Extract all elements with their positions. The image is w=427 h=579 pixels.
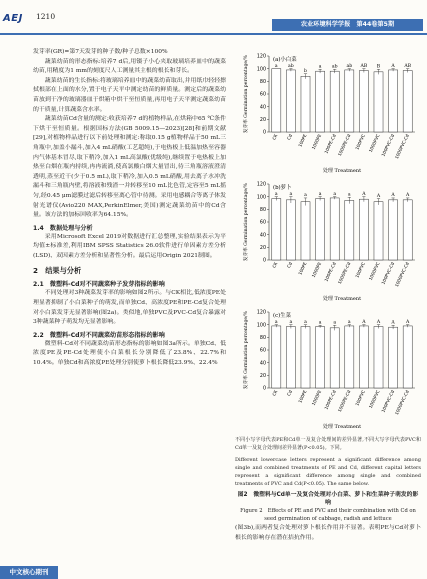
chart-significance-label: A xyxy=(391,63,395,69)
chart-significance-label: a xyxy=(274,191,278,197)
chart-category-label: 100PVC-Cd xyxy=(381,133,397,158)
chart-ytick-label: 80 xyxy=(259,207,266,213)
chart-ytick-label: 40 xyxy=(259,233,266,239)
chart-significance-label: a xyxy=(318,64,322,70)
chart-significance-label: A xyxy=(391,320,395,326)
chart-bar xyxy=(272,69,281,132)
chart-ytick-label: 0 xyxy=(262,130,266,136)
chart-bar xyxy=(403,326,412,388)
chart-bar xyxy=(301,327,310,388)
chart-significance-label: a xyxy=(274,63,278,69)
chart-ytick-label: 20 xyxy=(259,117,266,123)
chart-bar xyxy=(316,327,325,388)
chart-significance-label: a xyxy=(304,193,307,199)
journal-title-bar: 农业环境科学学报 第44卷第5期 xyxy=(272,19,423,31)
chart-category-label: 1000PVC-Cd xyxy=(394,261,411,289)
chart-category-label: CK xyxy=(272,133,280,142)
chart-category-label: 1000PE-Cd xyxy=(337,133,353,158)
right-column xyxy=(235,48,421,523)
chart-category-label: 1000PVC xyxy=(368,389,382,410)
chart-panel-label: (b)萝卜 xyxy=(273,185,292,191)
chart-category-label: Cd xyxy=(286,261,294,270)
chart-bar xyxy=(301,76,310,132)
page-number: 1210 xyxy=(36,12,56,21)
chart-panel-a xyxy=(235,48,421,176)
chart-significance-label: a xyxy=(289,319,293,325)
chart-ytick-label: 100 xyxy=(256,67,266,73)
chart-ytick-label: 60 xyxy=(259,220,266,226)
chart-significance-label: a xyxy=(318,320,322,326)
chart-bar xyxy=(374,202,383,260)
chart-bar xyxy=(272,199,281,260)
chart-category-label: 1000PE-Cd xyxy=(337,389,353,414)
chart-significance-label: a xyxy=(333,320,337,326)
chart-bar xyxy=(389,200,398,260)
chart-category-label: 1000PVC xyxy=(368,133,382,154)
chart-category-label: Cd xyxy=(286,133,294,142)
chart-significance-label: a xyxy=(333,191,337,197)
chart-significance-label: ab xyxy=(331,64,338,70)
chart-ytick-label: 60 xyxy=(259,92,266,98)
chart-ytick-label: 60 xyxy=(259,348,266,354)
chart-category-label: 1000PVC-Cd xyxy=(394,389,411,417)
chart-category-label: 1000PE xyxy=(311,389,324,407)
footer-label: 中文核心期刊 xyxy=(0,566,58,579)
chart-significance-label: A xyxy=(376,319,381,325)
section-heading-2: 2 结果与分析 xyxy=(33,266,82,276)
chart-significance-label: A xyxy=(406,193,410,199)
chart-bar xyxy=(403,200,412,260)
chart-significance-label: a xyxy=(318,191,322,197)
chart-ytick-label: 120 xyxy=(256,182,266,188)
chart-bar xyxy=(316,71,325,132)
paragraph-data-analysis: 采用Microsoft Excel 2019对数据进行汇总整理,实验结果表示为平均值±标准差,利用IBM SPSS Statistics 26.0软件进行单因素方差分析(LSD)、双因素方差分析和显著性分析。最后运用Origin 2021制图。 xyxy=(33,233,226,259)
header-rule xyxy=(0,33,427,35)
chart-significance-label: ab xyxy=(288,63,294,69)
chart-bar xyxy=(359,71,368,132)
chart-xlabel: 处理 Treatment xyxy=(322,296,362,302)
chart-bar xyxy=(359,199,368,260)
paragraph-morphology: 蔬菜幼苗的形态指标:培养7 d后,用镊子小心夹取玻璃培养皿中的蔬菜幼苗,用精度为1 mm的刻度尺人工测量其主根的根长和芽长。 xyxy=(33,58,226,75)
chart-category-label: CK xyxy=(272,261,280,270)
chart-category-label: 100PE-Cd xyxy=(324,261,338,283)
chart-significance-label: B xyxy=(376,64,381,70)
chart-category-label: 1000PVC-Cd xyxy=(394,133,411,161)
chart-ytick-label: 40 xyxy=(259,105,266,111)
chart-significance-label: ab xyxy=(346,63,353,69)
chart-category-label: 1000PE xyxy=(311,133,324,151)
chart-significance-label: AB xyxy=(404,63,412,69)
chart-panel-c xyxy=(235,304,421,432)
right-bottom-paragraph: (图3b),而两者复合处理对萝卜根长作用并不显著。表明PE与Cd对萝卜根长的影响存在潜在拮抗作用。 xyxy=(235,525,421,541)
chart-category-label: Cd xyxy=(286,389,294,398)
chart-bar xyxy=(374,72,383,132)
chart-ytick-label: 120 xyxy=(256,310,266,316)
chart-significance-label: A xyxy=(376,193,381,199)
chart-ylabel: 发芽率 Germination percentage/% xyxy=(244,310,249,390)
paragraph-morphology-results: 微塑料-Cd对不同蔬菜幼苗形态指标的影响如图3a所示。单独Cd、低浓度PE及PE-Cd处理使小白菜根长分别降低了23.8%、22.7%和10.4%。单独Cd和高浓度PE处理分别使萝卜根长降低23.9%、22.4% xyxy=(33,340,226,367)
chart-category-label: 100PE xyxy=(298,133,309,149)
chart-category-label: 1000PVC xyxy=(368,261,382,282)
paragraph-gr-formula: 发芽率(GR)=第7天发芽的种子数/种子总数×100% xyxy=(33,49,168,55)
chart-category-label: 100PVC-Cd xyxy=(381,389,397,414)
chart-category-label: 1000PE xyxy=(311,261,324,279)
chart-bar xyxy=(286,70,295,132)
chart-category-label: 100PVC-Cd xyxy=(381,261,397,286)
chart-bar xyxy=(286,200,295,260)
figure-note-en: Different lowercase letters represent a significant difference among single and combined treatments of PE and Cd, different capital letters represent a significant difference among single and combined treatments of PVC and Cd(P<0.05). The same below. xyxy=(235,457,421,487)
chart-significance-label: a xyxy=(304,319,307,325)
chart-ytick-label: 80 xyxy=(259,79,266,85)
chart-ytick-label: 0 xyxy=(262,386,266,392)
paragraph-cd-measurement: 蔬菜幼苗Cd含量的测定:收获培养7 d的植物样品,在烘箱中65 ℃条件下烘干至恒质量。根据国标方法(GB 5009.15—2023)[28]和前期文献[29],对植物样品进行以下前处理和测定:称取0.15 g植物样品于50 mL三角瓶中,加盖小漏斗,加入4 mL硝酸(工艺超纯),于电热板上低温加热至容器内气体基本冒尽,取下稍冷,加入1 mL高氯酸(优级纯),继续置于电热板上加热至白烟在瓶内持续,冉冉流淌,使高氯酸白烟大量冒出,待三角瓶溶液澄清透明,蒸至近干(少于0.5 mL),取下稍冷,加入0.5 mL硝酸,用去离子水冲洗漏斗和三角瓶内壁,将溶液和残渣一并转移至10 mL比色管,定容至5 mL摇匀,经0.45 μm滤膜过滤后转移至离心管中待测。采用电感耦合等离子体发射光谱仪(Avio220 MAX,PerkinElmer,美国)测定蔬菜幼苗中的Cd含量。该方法的加标回收率为64.15%。 xyxy=(33,116,226,219)
chart-significance-label: A xyxy=(406,319,410,325)
chart-bar xyxy=(330,198,339,260)
paragraph-growth: 蔬菜幼苗的生长指标:将玻璃培养皿中的蔬菜幼苗取出,并用纸巾轻轻擦拭根部在上面的水分,置于电子天平中测定幼苗的鲜质量。测定后的蔬菜幼苗放到干净的玻璃器皿于烘箱中烘干至恒质量,再用电子天平测定蔬菜幼苗的干质量,计算蔬菜含水率。 xyxy=(33,77,226,113)
chart-significance-label: a xyxy=(347,192,351,198)
chart-significance-label: AB xyxy=(360,63,368,69)
chart-ytick-label: 0 xyxy=(262,258,266,264)
chart-panel-b xyxy=(235,176,421,304)
chart-bar xyxy=(389,327,398,388)
chart-category-label: 100PVC xyxy=(355,389,367,408)
chart-panel-label: (a)小白菜 xyxy=(273,57,297,63)
chart-ytick-label: 40 xyxy=(259,361,266,367)
chart-ylabel: 发芽率 Germination percentage/% xyxy=(244,182,249,262)
chart-xlabel: 处理 Treatment xyxy=(322,168,362,174)
chart-ytick-label: 100 xyxy=(256,323,266,329)
chart-bar xyxy=(389,70,398,132)
chart-panel-label: (c)生菜 xyxy=(273,313,292,319)
chart-bar xyxy=(286,327,295,388)
chart-category-label: 100PVC xyxy=(355,133,367,152)
chart-ytick-label: 120 xyxy=(256,54,266,60)
chart-bar xyxy=(330,328,339,388)
chart-bar xyxy=(301,202,310,260)
chart-category-label: 100PE-Cd xyxy=(324,133,338,155)
chart-significance-label: a xyxy=(289,191,293,197)
chart-bar xyxy=(345,70,354,132)
chart-significance-label: b xyxy=(304,68,307,74)
page-header xyxy=(0,0,427,46)
figure-note-cn: 不同小写字母代表PE和Cd单一及复合处理间的差异显著,不同大写字母代表PVC和Cd单一及复合处理间差异显著(P<0.05)。下同。 xyxy=(235,437,421,451)
chart-significance-label: A xyxy=(391,193,395,199)
chart-bar xyxy=(359,326,368,388)
chart-ytick-label: 100 xyxy=(256,195,266,201)
paragraph-germination: 不同处理对3种蔬菜发芽率的影响如图2所示。与CK相比,低浓度PE处理显著抑制了小白菜种子的萌发,而单独Cd、高浓度PE和PE-Cd复合处理对小白菜发芽无显著影响(图2a)。类似地,单独PVC及PVC-Cd复合暴露对3种蔬菜种子萌发均无显著影响。 xyxy=(33,290,226,326)
section-heading-1-4: 1.4 数据处理与分析 xyxy=(33,224,93,232)
chart-bar xyxy=(374,327,383,388)
left-column xyxy=(33,48,226,369)
figure-title-cn: 图2 微塑料与Cd单一及复合处理对小白菜、萝卜和生菜种子萌发的影响 xyxy=(237,492,419,506)
chart-ytick-label: 20 xyxy=(259,245,266,251)
chart-significance-label: a xyxy=(347,319,351,325)
chart-category-label: CK xyxy=(272,389,280,398)
chart-category-label: 100PE xyxy=(298,389,309,405)
journal-logo: AEJ xyxy=(3,13,23,24)
chart-significance-label: a xyxy=(274,319,278,325)
chart-ylabel: 发芽率 Germination percentage/% xyxy=(244,54,249,134)
chart-ytick-label: 20 xyxy=(259,373,266,379)
section-heading-2-2: 2.2 微塑料-Cd对不同蔬菜幼苗形态指标的影响 xyxy=(33,331,165,339)
chart-bar xyxy=(403,71,412,132)
chart-bar xyxy=(316,199,325,260)
chart-category-label: 100PE-Cd xyxy=(324,389,338,411)
chart-significance-label: A xyxy=(362,319,366,325)
chart-significance-label: A xyxy=(362,191,366,197)
chart-category-label: 100PVC xyxy=(355,261,367,280)
chart-bar xyxy=(345,200,354,260)
chart-category-label: 1000PE-Cd xyxy=(337,261,353,286)
chart-bar xyxy=(330,71,339,132)
chart-ytick-label: 80 xyxy=(259,335,266,341)
chart-xlabel: 处理 Treatment xyxy=(322,424,362,430)
chart-bar xyxy=(272,326,281,388)
section-heading-2-1: 2.1 微塑料-Cd对不同蔬菜种子发芽指标的影响 xyxy=(33,281,165,289)
chart-bar xyxy=(345,326,354,388)
chart-category-label: 100PE xyxy=(298,261,309,277)
figure-title-en: Figure 2 Effects of PE and PVC and their combination with Cd on seed germination of cabbage, radish and lettuce xyxy=(240,508,416,522)
